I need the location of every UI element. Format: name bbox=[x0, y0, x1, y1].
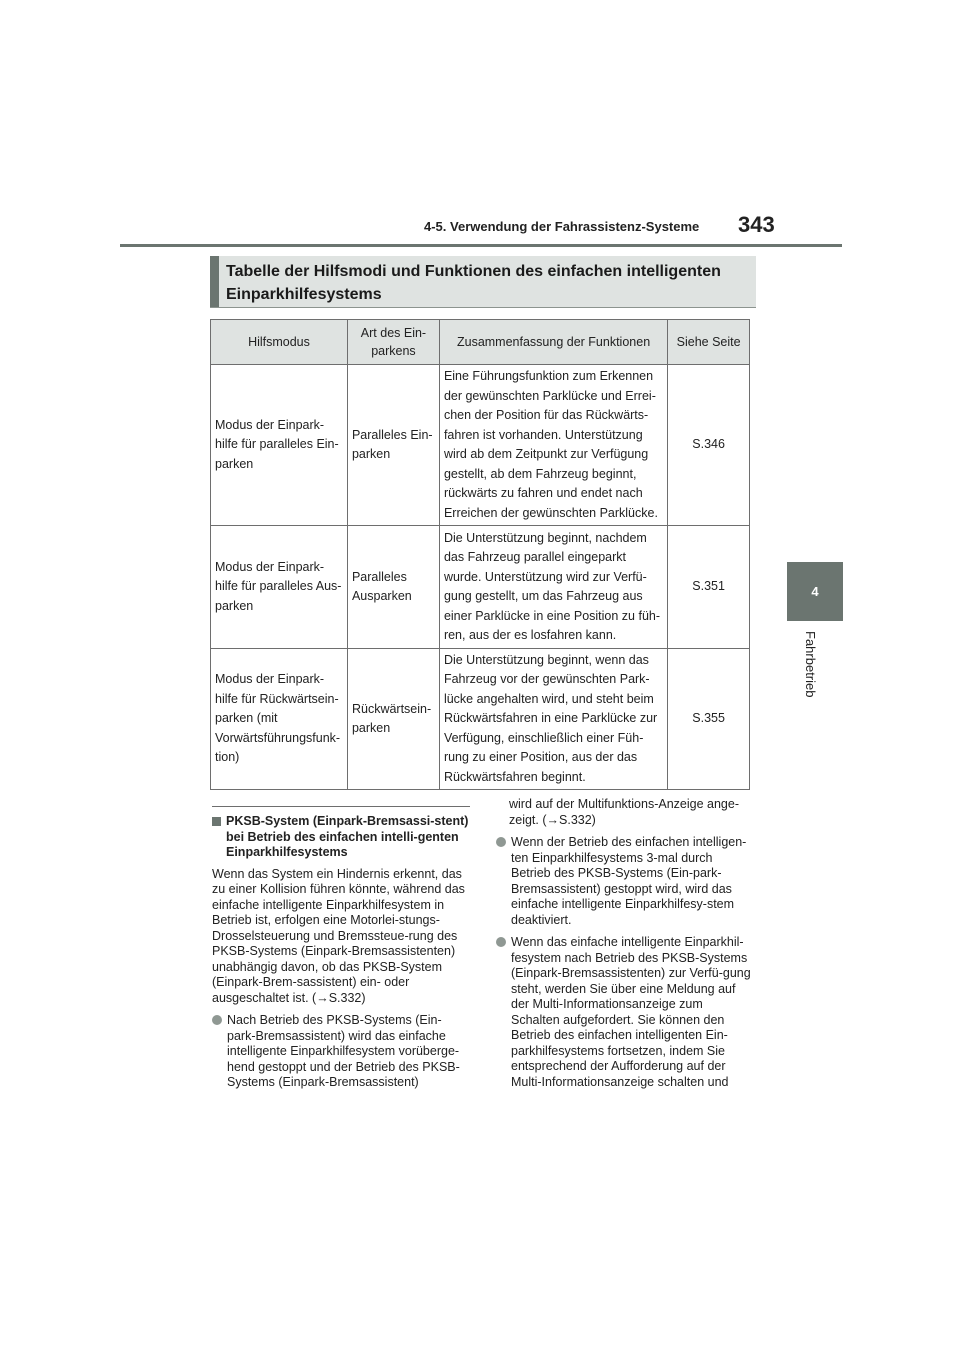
cell-page: S.346 bbox=[668, 365, 750, 526]
round-bullet-icon bbox=[212, 1015, 222, 1025]
table-header-row bbox=[211, 320, 750, 365]
cell-summary: Die Unterstützung beginnt, nachdem das Fahrzeug parallel eingeparkt wurde. Unterstützung wird zur Verfü-gung gestellt, um das Fahrzeug aus einer Parklücke in eine Position zu füh-ren, aus der es losfahren kann. bbox=[439, 526, 667, 649]
chapter-title: Fahrbetrieb bbox=[803, 631, 818, 698]
bullet-text: Wenn der Betrieb des einfachen intelligen-ten Einparkhilfesystems 3-mal durch Betrieb des PKSB-Systems (Ein-park-Bremsassistent) gestoppt wird, wird das einfache intelligente Einparkhilfesy-stem deaktiviert. bbox=[511, 835, 747, 927]
right-column bbox=[496, 797, 752, 1097]
left-column bbox=[212, 806, 470, 1098]
header-seite: Siehe Seite bbox=[668, 320, 750, 365]
table-row bbox=[211, 649, 750, 790]
round-bullet-icon bbox=[496, 937, 506, 947]
bullet-continuation: wird auf der Multifunktions-Anzeige ange-zeigt. (→S.332) bbox=[509, 797, 739, 827]
section-title: Tabelle der Hilfsmodi und Funktionen des einfachen intelligenten Einparkhilfesystems bbox=[226, 263, 721, 303]
bullet-item bbox=[212, 1013, 470, 1091]
bullet-item bbox=[496, 835, 752, 928]
body-paragraph: Wenn das System ein Hindernis erkennt, das zu einer Kollision führen könnte, während das einfache intelligente Einparkhilfesystem in Betrieb ist, erfolgen eine Motorlei-stungs-Drosselsteuerung und Bremssteue-rung des PKSB-Systems (Einpark-Bremsassistenten) unabhängig davon, ob das PKSB-System (Einpark-Brem-sassistent) ein- oder ausgeschaltet ist. (→S.332) bbox=[212, 866, 465, 1005]
section-title-box bbox=[210, 256, 756, 308]
title-accent-bar bbox=[210, 256, 219, 307]
cell-type: Paralleles Ausparken bbox=[347, 526, 439, 649]
header-art: Art des Ein-parkens bbox=[347, 320, 439, 365]
cell-type: Paralleles Ein-parken bbox=[347, 365, 439, 526]
cell-summary: Die Unterstützung beginnt, wenn das Fahrzeug vor der gewünschten Park-lücke angehalten wird, und steht beim Rückwärtsfahren in eine Parklücke zur Verfügung, einschließlich einer Füh-rung zu einer Position, aus der das Rückwärtsfahren beginnt. bbox=[439, 649, 667, 790]
bullet-item bbox=[496, 935, 752, 1090]
header-rule bbox=[120, 244, 842, 247]
cell-mode: Modus der Einpark-hilfe für Rückwärtsein-parken (mit Vorwärtsführungsfunk-tion) bbox=[211, 649, 348, 790]
cell-mode: Modus der Einpark-hilfe für paralleles Ein-parken bbox=[211, 365, 348, 526]
running-header: 4-5. Verwendung der Fahrassistenz-Systeme bbox=[424, 219, 700, 234]
cell-type: Rückwärtsein-parken bbox=[347, 649, 439, 790]
table-row bbox=[211, 526, 750, 649]
cell-summary: Eine Führungsfunktion zum Erkennen der gewünschten Parklücke und Errei-chen der Position für das Rückwärts-fahren ist vorhanden. Unterstützung wird ab dem Zeitpunkt zur Verfügung gestellt, ab dem Fahrzeug beginnt, rückwärts zu fahren und endet nach Erreichen der gewünschten Parklücke. bbox=[439, 365, 667, 526]
cell-page: S.355 bbox=[668, 649, 750, 790]
chapter-tab bbox=[787, 562, 843, 621]
bullet-text: Wenn das einfache intelligente Einparkhil-fesystem nach Betrieb des PKSB-Systems (Einpark-Bremsassistenten) zur Verfü-gung steht, werden Sie über eine Meldung auf der Multi-Informationsanzeige zum Schalten aufgefordert. Sie können den Betrieb des einfachen intelligenten Ein-parkhilfesystems fortsetzen, indem Sie entsprechend der Aufforderung auf der Multi-Informationsanzeige schalten und bbox=[511, 935, 751, 1089]
subsection-heading bbox=[212, 814, 470, 861]
section-rule bbox=[212, 806, 470, 807]
subsection-heading-text: PKSB-System (Einpark-Bremsassi-stent) bei Betrieb des einfachen intelli-genten Einparkhilfesystems bbox=[226, 814, 469, 859]
page-number: 343 bbox=[738, 212, 775, 237]
round-bullet-icon bbox=[496, 837, 506, 847]
chapter-number: 4 bbox=[811, 584, 819, 599]
bullet-text: Nach Betrieb des PKSB-Systems (Ein-park-Bremsassistent) wird das einfache intelligente Einparkhilfesystem vorüberge-hend gestoppt und der Betrieb des PKSB-Systems (Einpark-Bremsassistent) bbox=[227, 1013, 460, 1089]
table-row bbox=[211, 365, 750, 526]
square-bullet-icon bbox=[212, 817, 221, 826]
header-hilfsmodus: Hilfsmodus bbox=[211, 320, 348, 365]
cell-page: S.351 bbox=[668, 526, 750, 649]
modes-table bbox=[210, 319, 750, 790]
cell-mode: Modus der Einpark-hilfe für paralleles Aus-parken bbox=[211, 526, 348, 649]
header-zusammenfassung: Zusammenfassung der Funktionen bbox=[439, 320, 667, 365]
